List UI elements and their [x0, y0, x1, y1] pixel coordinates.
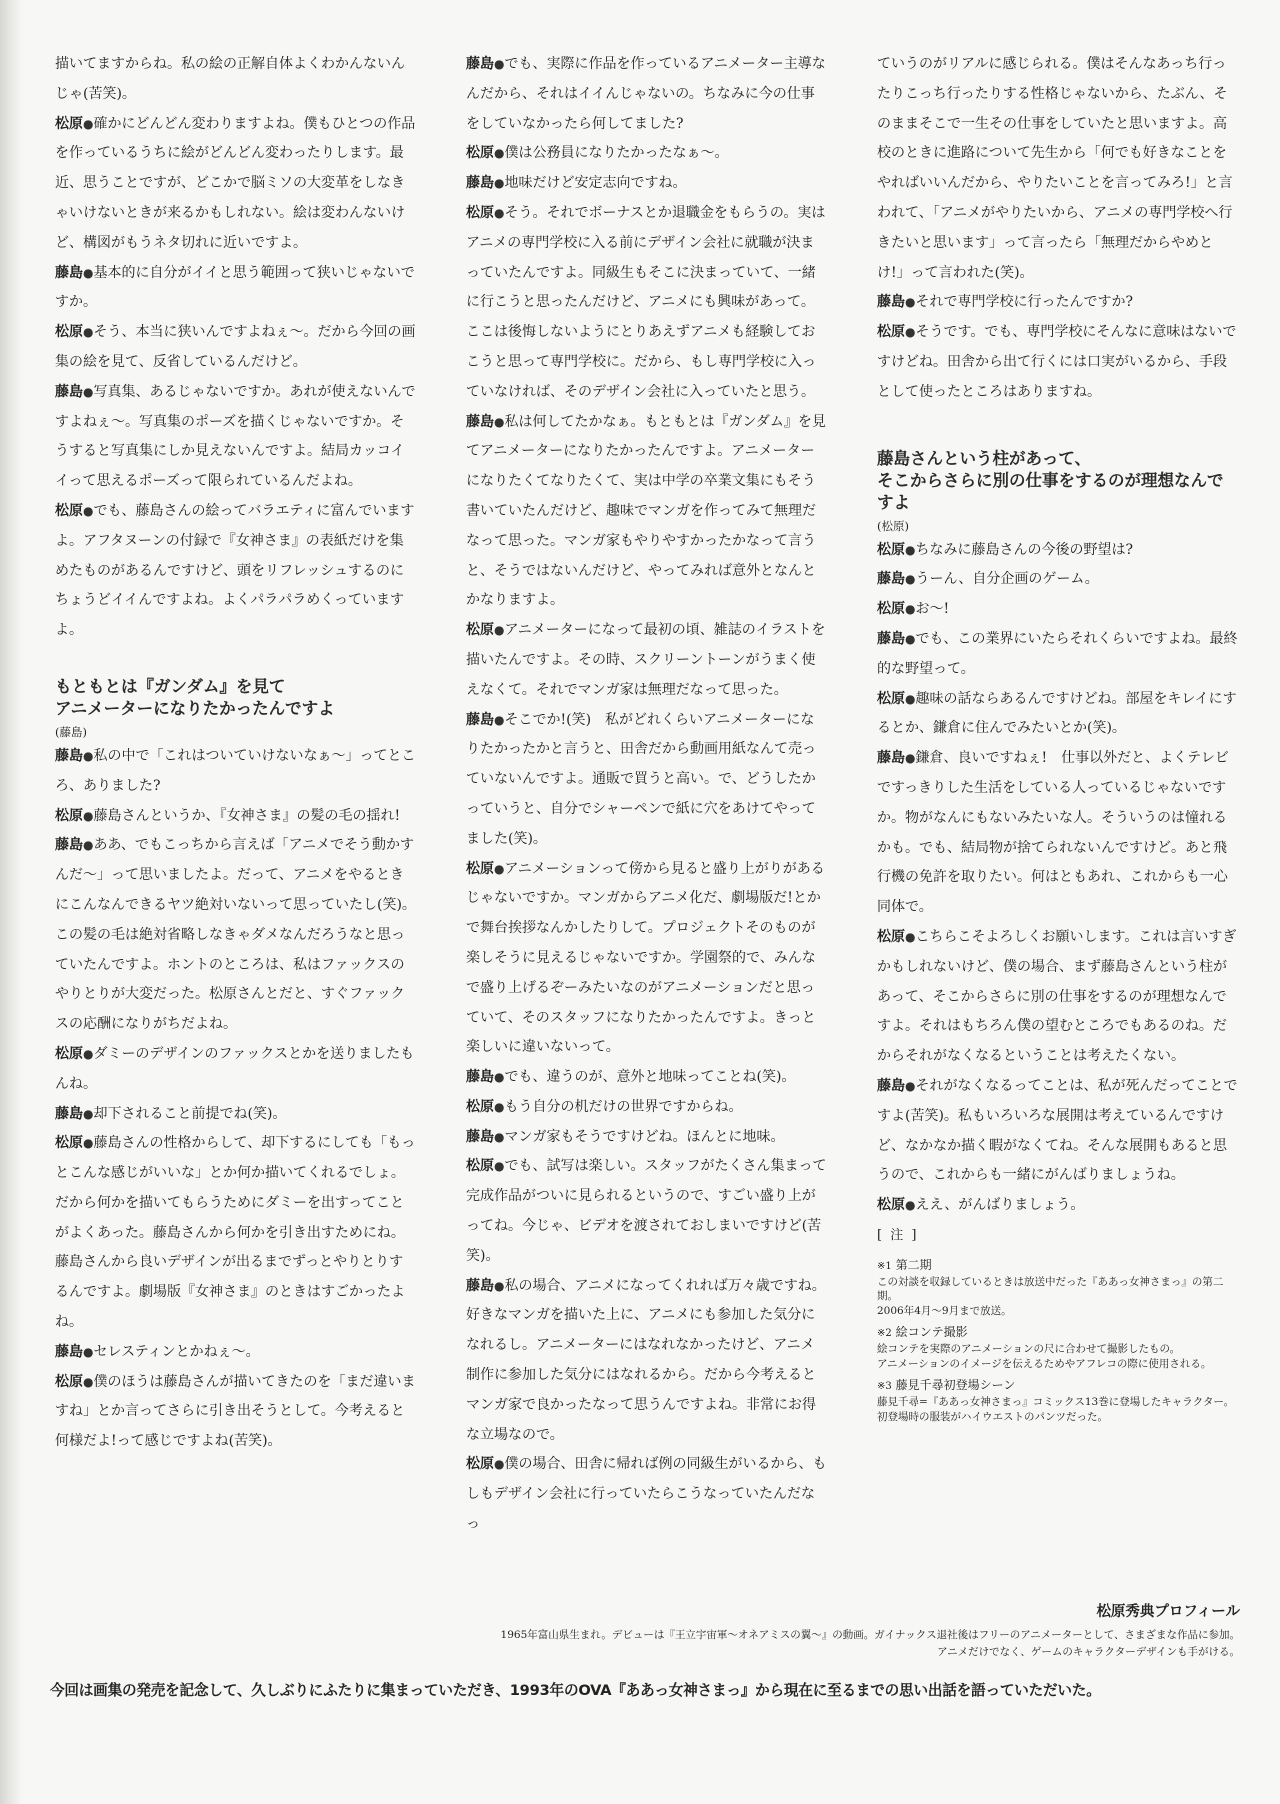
- dialogue-text: 描いてますからね。私の絵の正解自体よくわかんないんじゃ(苦笑)。: [55, 56, 405, 102]
- speaker-bullet: ●: [905, 542, 916, 557]
- dialogue-text: ちなみに藤島さんの今後の野望は?: [915, 541, 1133, 558]
- speaker-bullet: ●: [494, 1070, 505, 1085]
- speaker-name: 藤島: [877, 571, 905, 588]
- speaker-bullet: ●: [494, 1278, 505, 1293]
- dialogue-text: ダミーのデザインのファックスとかを送りましたもんね。: [55, 1045, 415, 1092]
- note-heading: [877, 1257, 1239, 1275]
- dialogue-text: セレスティンとかねぇ〜。: [93, 1343, 260, 1360]
- note-item: [877, 1257, 1239, 1319]
- speaker-name: 松原: [466, 145, 494, 162]
- speaker-bullet: ●: [905, 751, 916, 766]
- note-body-line: この対談を収録しているときは放送中だった『ああっ女神さまっ』の第二期。: [877, 1275, 1224, 1303]
- speaker-name: 松原: [877, 1197, 905, 1214]
- speaker-name: 松原: [466, 204, 494, 221]
- note-marker: ※1: [877, 1260, 892, 1272]
- dialogue-paragraph: [466, 1093, 828, 1123]
- dialogue-text: 僕のほうは藤島さんが描いてきたのを「まだ違いますね」とか言ってさらに引き出そうとして。今考えると何様だよ!って感じですよね(苦笑)。: [55, 1373, 416, 1450]
- speaker-name: 松原: [877, 928, 905, 945]
- speaker-bullet: ●: [83, 265, 94, 280]
- dialogue-paragraph: [877, 744, 1239, 923]
- speaker-bullet: ●: [494, 1159, 505, 1174]
- speaker-name: 藤島: [466, 1277, 494, 1294]
- dialogue-text: でも、違うのが、意外と地味ってことね(笑)。: [504, 1069, 796, 1086]
- speaker-bullet: ●: [83, 1136, 94, 1151]
- dialogue-text: ああ、でもこっちから言えば「アニメでそう動かすんだ〜」って思いましたよ。だって、アニメをやるときにこんなんできるヤツ絶対いないって思っていたし(笑)。この髪の毛は絶対省略しなきゃダメなんだろうなと思っていたんですよ。ホントのところは、私はファックスのやりとりが大変だった。松原さんとだと、すぐファックスの応酬になりがちだよね。: [55, 837, 416, 1033]
- dialogue-text: 私の中で「これはついていけないなぁ〜」ってところ、ありました?: [55, 747, 416, 794]
- speaker-bullet: ●: [83, 1374, 94, 1389]
- speaker-name: 松原: [55, 115, 83, 132]
- speaker-name: 松原: [466, 1098, 494, 1115]
- section-heading: [55, 676, 417, 742]
- dialogue-paragraph: [877, 685, 1239, 745]
- dialogue-text: 却下されること前提でね(笑)。: [93, 1105, 287, 1122]
- dialogue-text: でも、この業界にいたらそれくらいですよね。最終的な野望って。: [877, 630, 1238, 677]
- speaker-name: 松原: [877, 601, 905, 618]
- heading-line: 藤島さんという柱があって、: [877, 448, 1092, 468]
- speaker-name: 藤島: [55, 747, 83, 764]
- note-body-line: 藤見千尋=『ああっ女神さまっ』コミックス13巻に登場したキャラクター。: [877, 1396, 1235, 1409]
- dialogue-paragraph: [466, 169, 828, 199]
- dialogue-text: 僕の場合、田舎に帰れば例の同級生がいるから、もしもデザイン会社に行っていたらこうなっていたんだなっ: [466, 1456, 827, 1533]
- dialogue-paragraph: [877, 536, 1239, 566]
- note-head: 絵コンテ撮影: [895, 1325, 968, 1340]
- dialogue-text: もう自分の机だけの世界ですからね。: [504, 1098, 743, 1115]
- speaker-name: 松原: [55, 1045, 83, 1062]
- speaker-name: 藤島: [466, 711, 494, 728]
- dialogue-paragraph: [877, 625, 1239, 685]
- speaker-name: 松原: [466, 622, 494, 639]
- dialogue-text: そこでか!(笑) 私がどれくらいアニメーターになりたかったかと言うと、田舎だから動画用紙なんて売っていないんですよ。通販で買うと高い。で、どうしたかっていうと、自分でシャーペンで紙に穴をあけてやってました(笑)。: [466, 711, 816, 847]
- speaker-bullet: ●: [494, 146, 505, 161]
- note-head: 第二期: [895, 1257, 932, 1272]
- dialogue-paragraph: [55, 110, 417, 259]
- profile-line: アニメだけでなく、ゲームのキャラクターデザインも手がける。: [937, 1646, 1240, 1658]
- speaker-bullet: ●: [905, 572, 916, 587]
- dialogue-paragraph: [55, 1100, 417, 1130]
- speaker-bullet: ●: [83, 116, 94, 131]
- speaker-bullet: ●: [494, 861, 505, 876]
- note-item: [877, 1324, 1239, 1371]
- dialogue-paragraph: [877, 318, 1239, 407]
- text-column-1: [55, 50, 417, 1457]
- dialogue-text: 写真集、あるじゃないですか。あれが使えないんですよねぇ〜。写真集のポーズを描くじゃないですか。そうすると写真集にしか見えないんですよ。結局カッコイイって思えるポーズって限られているんだよね。: [55, 383, 416, 490]
- text-column-3: [877, 50, 1239, 1430]
- dialogue-paragraph: [55, 1338, 417, 1368]
- dialogue-text: お〜!: [915, 601, 950, 618]
- dialogue-text: こちらこそよろしくお願いします。これは言いすぎかもしれないけど、僕の場合、まず藤島さんという柱があって、そこからさらに別の仕事をするのが理想なんですよ。それはもちろん僕の望むところでもあるのね。だからそれがなくなるということは考えたくない。: [877, 928, 1237, 1065]
- speaker-name: 藤島: [55, 383, 83, 400]
- dialogue-paragraph: [466, 706, 828, 855]
- speaker-bullet: ●: [494, 712, 505, 727]
- speaker-name: 松原: [55, 324, 83, 341]
- speaker-name: 松原: [55, 502, 83, 519]
- speaker-name: 藤島: [877, 750, 905, 767]
- dialogue-paragraph: [55, 50, 417, 110]
- speaker-bullet: ●: [494, 1457, 505, 1472]
- speaker-bullet: ●: [905, 295, 916, 310]
- dialogue-text: 地味だけど安定志向ですね。: [504, 175, 687, 192]
- speaker-bullet: ●: [83, 1344, 94, 1359]
- dialogue-paragraph: [877, 288, 1239, 318]
- dialogue-paragraph: [55, 742, 417, 802]
- dialogue-text: でも、試写は楽しい。スタッフがたくさん集まって完成作品がついに見られるというので、すごい盛り上がってね。今じゃ、ビデオを渡されておしまいですけど(苦笑)。: [466, 1158, 827, 1264]
- speaker-name: 松原: [877, 690, 905, 707]
- speaker-name: 松原: [466, 1456, 494, 1473]
- note-marker: ※2: [877, 1328, 892, 1340]
- speaker-bullet: ●: [905, 1078, 916, 1093]
- speaker-bullet: ●: [83, 838, 94, 853]
- dialogue-text: 藤島さんというか、『女神さま』の髪の毛の揺れ!: [93, 807, 401, 824]
- dialogue-text: そう、本当に狭いんですよねぇ〜。だから今回の画集の絵を見て、反省しているんだけど。: [55, 324, 416, 370]
- speaker-name: 藤島: [55, 837, 83, 854]
- speaker-name: 藤島: [466, 1128, 494, 1145]
- speaker-bullet: ●: [494, 1129, 505, 1144]
- speaker-bullet: ●: [494, 205, 505, 220]
- speaker-bullet: ●: [905, 1198, 916, 1213]
- dialogue-paragraph: [466, 855, 828, 1064]
- dialogue-text: そう。それでボーナスとか退職金をもらうの。実はアニメの専門学校に入る前にデザイン会社に就職が決まっていたんですよ。同級生もそこに決まっていて、一緒に行こうと思ったんだけど、アニメにも興味があって。ここは後悔しないようにとりあえずアニメも経験しておこうと思って専門学校に。だから、もし専門学校に入っていなければ、そのデザイン会社に入っていたと思う。: [466, 204, 826, 400]
- speaker-name: 松原: [466, 1158, 494, 1175]
- speaker-bullet: ●: [83, 384, 94, 399]
- speaker-name: 藤島: [877, 1077, 905, 1094]
- text-column-2: [466, 50, 828, 1540]
- dialogue-paragraph: [466, 139, 828, 169]
- speaker-bullet: ●: [494, 1099, 505, 1114]
- dialogue-text: 僕は公務員になりたかったなぁ〜。: [504, 145, 729, 162]
- dialogue-text: 鎌倉、良いですねぇ! 仕事以外だと、よくテレビですっきりした生活をしている人っているじゃないですか。物がなんにもないみたいな人。そういうのは憧れるかも。でも、結局物が捨てられないんですけど。あと飛行機の免許を取りたい。何はともあれ、これからも一心同体で。: [877, 750, 1229, 916]
- dialogue-text: そうです。でも、専門学校にそんなに意味はないですけどね。田舎から出て行くには口実がいるから、手段として使ったところはありますね。: [877, 324, 1237, 400]
- speaker-name: 藤島: [466, 413, 494, 430]
- notes-section: [877, 1221, 1239, 1424]
- speaker-bullet: ●: [83, 325, 94, 340]
- speaker-name: 藤島: [55, 1343, 83, 1360]
- speaker-bullet: ●: [83, 503, 94, 518]
- dialogue-text: マンガ家もそうですけどね。ほんとに地味。: [504, 1128, 785, 1145]
- dialogue-paragraph: [466, 1123, 828, 1153]
- dialogue-text: アニメーターになって最初の頃、雑誌のイラストを描いたんですよ。その時、スクリーントーンがうまく使えなくて。それでマンガ家は無理だなって思った。: [466, 622, 826, 698]
- dialogue-paragraph: [55, 259, 417, 319]
- dialogue-text: うーん、自分企画のゲーム。: [915, 571, 1099, 588]
- note-body-line: 絵コンテを実際のアニメーションの尺に合わせて撮影したもの。: [877, 1343, 1181, 1356]
- dialogue-paragraph: [877, 1072, 1239, 1191]
- speaker-bullet: ●: [905, 691, 916, 706]
- dialogue-paragraph: [466, 616, 828, 705]
- speaker-bullet: ●: [905, 631, 916, 646]
- dialogue-paragraph: [466, 1152, 828, 1271]
- dialogue-paragraph: [466, 408, 828, 617]
- dialogue-paragraph: [466, 1272, 828, 1451]
- speaker-name: 藤島: [466, 175, 494, 192]
- dialogue-paragraph: [55, 378, 417, 497]
- heading-attribution: (藤島): [55, 724, 87, 739]
- section-heading: [877, 448, 1239, 536]
- dialogue-paragraph: [55, 1129, 417, 1338]
- heading-attribution: (松原): [877, 518, 909, 533]
- note-body-line: 2006年4月〜9月まで放送。: [877, 1304, 1012, 1317]
- dialogue-text: 確かにどんどん変わりますよね。僕もひとつの作品を作っているうちに絵がどんどん変わったりします。最近、思うことですが、どこかで脳ミソの大変革をしなきゃいけないときが来るかもしれない。絵は変わんないけど、構図がもうネタ切れに近いですよ。: [55, 115, 416, 251]
- note-body-line: 初登場時の服装がハイウエストのパンツだった。: [877, 1410, 1108, 1423]
- speaker-bullet: ●: [83, 1046, 94, 1061]
- dialogue-text: でも、実際に作品を作っているアニメーター主導なんだから、それはイイんじゃないの。ちなみに今の仕事をしていなかったら何してました?: [466, 56, 826, 132]
- speaker-bullet: ●: [83, 748, 94, 763]
- note-heading: [877, 1377, 1239, 1395]
- heading-line: そこからさらに別の仕事をするのが理想なんですよ: [877, 470, 1224, 512]
- speaker-bullet: ●: [494, 414, 505, 429]
- profile-title: 松原秀典プロフィール: [1096, 1604, 1240, 1620]
- speaker-name: 藤島: [55, 264, 83, 281]
- dialogue-text: それで専門学校に行ったんですか?: [915, 294, 1133, 311]
- heading-line: アニメーターになりたかったんですよ: [55, 698, 335, 718]
- notes-title: [ 注 ]: [877, 1227, 919, 1243]
- note-body-line: アニメーションのイメージを伝えるためやアフレコの際に使用される。: [877, 1357, 1212, 1370]
- speaker-name: 松原: [55, 1135, 83, 1152]
- dialogue-paragraph: [55, 497, 417, 646]
- note-head: 藤見千尋初登場シーン: [895, 1378, 1016, 1393]
- dialogue-paragraph: [55, 1040, 417, 1100]
- speaker-name: 松原: [55, 1373, 83, 1390]
- dialogue-text: でも、藤島さんの絵ってバラエティに富んでいますよ。アフタヌーンの付録で『女神さま』の表紙だけを集めたものがあるんですけど、頭をリフレッシュするのにちょうどイイんですよね。よくパラパラめくっていますよ。: [55, 502, 415, 639]
- speaker-name: 藤島: [877, 630, 905, 647]
- dialogue-text: 私の場合、アニメになってくれれば万々歳ですね。好きなマンガを描いた上に、アニメにも参加した気分になれるし。アニメーターにはなれなかったけど、アニメ制作に参加した気分にはなれるから。だから今考えるとマンガ家で良かったなって思うんですよね。非常にお得な立場なので。: [466, 1277, 826, 1443]
- speaker-bullet: ●: [494, 623, 505, 638]
- dialogue-paragraph: [877, 923, 1239, 1072]
- speaker-name: 藤島: [466, 56, 494, 72]
- speaker-bullet: ●: [83, 1106, 94, 1121]
- dialogue-paragraph: [877, 565, 1239, 595]
- dialogue-paragraph: [55, 802, 417, 832]
- dialogue-text: ええ、がんばりましょう。: [915, 1197, 1085, 1214]
- speaker-bullet: ●: [83, 808, 94, 823]
- speaker-bullet: ●: [905, 929, 916, 944]
- speaker-name: 松原: [877, 324, 905, 341]
- speaker-bullet: ●: [494, 176, 505, 191]
- dialogue-text: アニメーションって傍から見ると盛り上がりがあるじゃないですか。マンガからアニメ化だ、劇場版だ!とかで舞台挨拶なんかしたりして。プロジェクトそのものが楽しそうに見えるじゃないですか。学園祭的で、みんなで盛り上げるぞーみたいなのがアニメーションだと思っていて、そのスタッフになりたかったんですよ。きっと楽しいに違いないって。: [466, 860, 825, 1056]
- dialogue-paragraph: [55, 1368, 417, 1457]
- dialogue-paragraph: [466, 1450, 828, 1539]
- speaker-name: 松原: [466, 860, 494, 877]
- dialogue-text: 私は何してたかなぁ。もともとは『ガンダム』を見てアニメーターになりたかったんですよ。アニメーターになりたくてなりたくて、実は中学の卒業文集にもそう書いていたんだけど、趣味でマンガを作ってみて無理だなって思った。マンガ家もやりやすかったかなって言うと、そうではないんだけど、やってみれば意外となんとかなりますよ。: [466, 413, 826, 609]
- dialogue-text: 基本的に自分がイイと思う範囲って狭いじゃないですか。: [55, 264, 415, 311]
- heading-line: もともとは『ガンダム』を見て: [55, 676, 286, 696]
- dialogue-text: 趣味の話ならあるんですけどね。部屋をキレイにするとか、鎌倉に住んでみたいとか(笑)。: [877, 690, 1237, 737]
- speaker-name: 藤島: [55, 1105, 83, 1122]
- dialogue-paragraph: [55, 318, 417, 378]
- speaker-name: 松原: [55, 807, 83, 824]
- dialogue-paragraph: [877, 595, 1239, 625]
- speaker-name: 藤島: [466, 1069, 494, 1086]
- dialogue-paragraph: [877, 50, 1239, 288]
- dialogue-paragraph: [466, 1063, 828, 1093]
- dialogue-paragraph: [877, 1191, 1239, 1221]
- dialogue-text: 藤島さんの性格からして、却下するにしても「もっとこんな感じがいいな」とか何か描いてくれるでしょ。だから何かを描いてもらうためにダミーを出すってことがよくあった。藤島さんから何かを引き出すためにね。藤島さんから良いデザインが出るまでずっとやりとりするんですよ。劇場版『女神さま』のときはすごかったよね。: [55, 1135, 416, 1331]
- page-spine-shadow: [0, 0, 22, 1804]
- dialogue-text: それがなくなるってことは、私が死んだってことですよ(苦笑)。私もいろいろな展開は考えているんですけど、なかなか描く暇がなくてね。そんな展開もあると思うので、これからも一緒にがんばりましょうね。: [877, 1077, 1238, 1184]
- profile-box: [420, 1600, 1240, 1661]
- note-item: [877, 1377, 1239, 1424]
- dialogue-text: ていうのがリアルに感じられる。僕はそんなあっち行ったりこっち行ったりする性格じゃないから、たぶん、そのままそこで一生その仕事をしていたと思いますよ。高校のときに進路について先生から「何でも好きなことをやればいいんだから、やりたいことを言ってみろ!」と言われて、「アニメがやりたいから、アニメの専門学校へ行きたいと思います」って言ったら「無理だからやめとけ!」って言われた(笑)。: [877, 56, 1233, 281]
- profile-line: 1965年富山県生まれ。デビューは『王立宇宙軍〜オネアミスの翼〜』の動画。ガイナックス退社後はフリーのアニメーターとして、さまざまな作品に参加。: [500, 1629, 1240, 1641]
- note-heading: [877, 1324, 1239, 1342]
- speaker-bullet: ●: [905, 602, 916, 617]
- dialogue-paragraph: [466, 199, 828, 408]
- dialogue-paragraph: [55, 831, 417, 1040]
- note-marker: ※3: [877, 1381, 892, 1393]
- speaker-bullet: ●: [494, 57, 505, 71]
- interview-intro: 今回は画集の発売を記念して、久しぶりにふたりに集まっていただき、1993年のOVA『ああっ女神さまっ』から現在に至るまでの思い出話を語っていただいた。: [50, 1682, 1101, 1699]
- speaker-name: 藤島: [877, 294, 905, 311]
- speaker-bullet: ●: [905, 325, 916, 340]
- speaker-name: 松原: [877, 541, 905, 558]
- dialogue-paragraph: [466, 50, 828, 139]
